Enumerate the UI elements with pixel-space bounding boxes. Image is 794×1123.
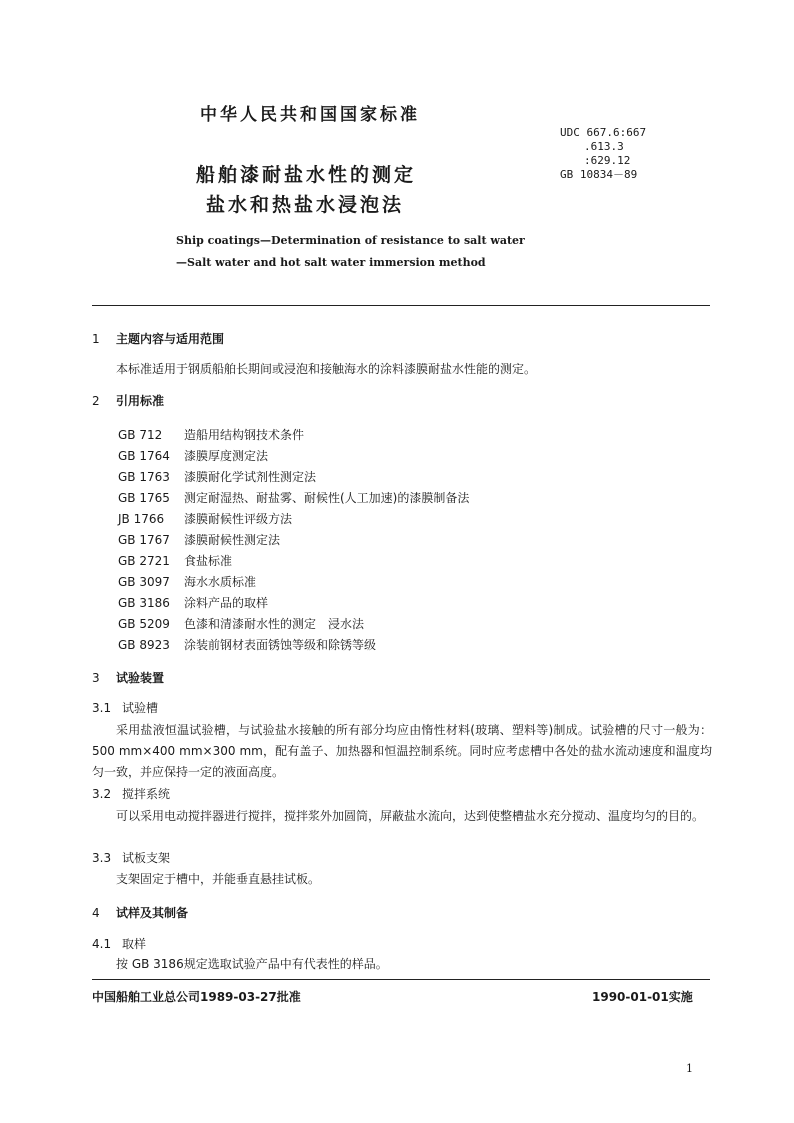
reference-item xyxy=(118,636,376,653)
reference-code: GB 5209 xyxy=(118,617,170,631)
reference-item xyxy=(118,489,469,506)
subsection-number: 3.3 xyxy=(92,851,112,865)
reference-title: 漆膜耐候性评级方法 xyxy=(184,512,293,526)
reference-code: GB 1767 xyxy=(118,533,170,547)
subsection-4-1-body: 按 GB 3186规定选取试验产品中有代表性的样品。 xyxy=(116,957,388,971)
national-standard-heading: 中华人民共和国国家标准 xyxy=(200,105,420,125)
subsection-3-3-body: 支架固定于槽中，并能垂直悬挂试板。 xyxy=(116,872,321,886)
section-1-body: 本标准适用于钢质船舶长期间或浸泡和接触海水的涂料漆膜耐盐水性能的测定。 xyxy=(116,362,537,376)
reference-item xyxy=(118,447,268,464)
approval-line: 中国船舶工业总公司1989-03-27批准 xyxy=(92,990,301,1004)
section-1-heading xyxy=(92,330,224,347)
reference-item xyxy=(118,594,268,611)
subsection-title: 试板支架 xyxy=(122,851,171,865)
reference-item xyxy=(118,573,256,590)
udc-classification xyxy=(560,126,646,182)
section-2-heading xyxy=(92,392,164,409)
reference-item xyxy=(118,426,304,443)
page-number: 1 xyxy=(686,1062,693,1075)
reference-item xyxy=(118,552,232,569)
section-number: 1 xyxy=(92,332,100,346)
subsection-3-3-heading xyxy=(92,849,170,866)
reference-code: GB 8923 xyxy=(118,638,170,652)
subsection-title: 搅拌系统 xyxy=(122,787,171,801)
reference-item xyxy=(118,531,280,548)
section-title: 引用标准 xyxy=(116,394,165,408)
reference-item xyxy=(118,510,292,527)
subsection-4-1-heading xyxy=(92,935,146,952)
reference-item xyxy=(118,468,316,485)
effective-date: 1990-01-01实施 xyxy=(592,990,693,1004)
section-4-heading xyxy=(92,904,188,921)
english-title-line1: Ship coatings—Determination of resistance to salt water xyxy=(176,234,525,247)
reference-code: JB 1766 xyxy=(118,512,165,526)
section-number: 4 xyxy=(92,906,100,920)
reference-item xyxy=(118,615,364,632)
section-title: 试样及其制备 xyxy=(116,906,189,920)
gb-number: GB 10834－89 xyxy=(560,168,638,181)
subsection-number: 3.2 xyxy=(92,787,112,801)
subsection-3-2-heading xyxy=(92,785,170,802)
reference-title: 涂料产品的取样 xyxy=(184,596,269,610)
reference-code: GB 1765 xyxy=(118,491,170,505)
reference-title: 涂装前钢材表面锈蚀等级和除锈等级 xyxy=(184,638,377,652)
section-title: 主题内容与适用范围 xyxy=(116,332,225,346)
reference-title: 造船用结构钢技术条件 xyxy=(184,428,305,442)
reference-title: 漆膜厚度测定法 xyxy=(184,449,269,463)
subsection-number: 4.1 xyxy=(92,937,112,951)
reference-code: GB 2721 xyxy=(118,554,170,568)
reference-title: 海水水质标准 xyxy=(184,575,257,589)
section-3-heading xyxy=(92,669,164,686)
subsection-number: 3.1 xyxy=(92,701,112,715)
subsection-title: 取样 xyxy=(122,937,147,951)
footer-divider xyxy=(92,979,710,980)
reference-title: 食盐标准 xyxy=(184,554,233,568)
reference-code: GB 3097 xyxy=(118,575,170,589)
reference-title: 漆膜耐候性测定法 xyxy=(184,533,281,547)
reference-title: 色漆和清漆耐水性的测定 浸水法 xyxy=(184,617,365,631)
reference-code: GB 3186 xyxy=(118,596,170,610)
section-number: 3 xyxy=(92,671,100,685)
reference-code: GB 1764 xyxy=(118,449,170,463)
udc-line: :629.12 xyxy=(584,154,631,167)
subsection-title: 试验槽 xyxy=(122,701,159,715)
document-title-line2: 盐水和热盐水浸泡法 xyxy=(206,194,405,216)
reference-code: GB 1763 xyxy=(118,470,170,484)
udc-line: UDC 667.6:667 xyxy=(560,126,647,139)
section-title: 试验装置 xyxy=(116,671,165,685)
document-title-line1: 船舶漆耐盐水性的测定 xyxy=(196,164,417,186)
reference-code: GB 712 xyxy=(118,428,163,442)
reference-title: 测定耐湿热、耐盐雾、耐候性(人工加速)的漆膜制备法 xyxy=(184,491,470,505)
subsection-3-1-heading xyxy=(92,699,158,716)
section-number: 2 xyxy=(92,394,100,408)
header-divider xyxy=(92,305,710,306)
reference-title: 漆膜耐化学试剂性测定法 xyxy=(184,470,317,484)
subsection-3-2-body: 可以采用电动搅拌器进行搅拌，搅拌浆外加圆筒，屏蔽盐水流向，达到使整槽盐水充分搅动、温度均匀的目的。 xyxy=(116,809,705,823)
subsection-3-1-body: 采用盐液恒温试验槽，与试验盐水接触的所有部分均应由惰性材料(玻璃、塑料等)制成。试验槽的尺寸一般为：500 mm×400 mm×300 mm，配有盖子、加热器和恒温控制系统。同时应考虑槽中各处的盐水流动速度和温度均匀一致，并应保持一定的液面高度。 xyxy=(92,723,712,779)
english-title-line2: —Salt water and hot salt water immersion method xyxy=(176,256,486,269)
udc-line: .613.3 xyxy=(584,140,624,153)
